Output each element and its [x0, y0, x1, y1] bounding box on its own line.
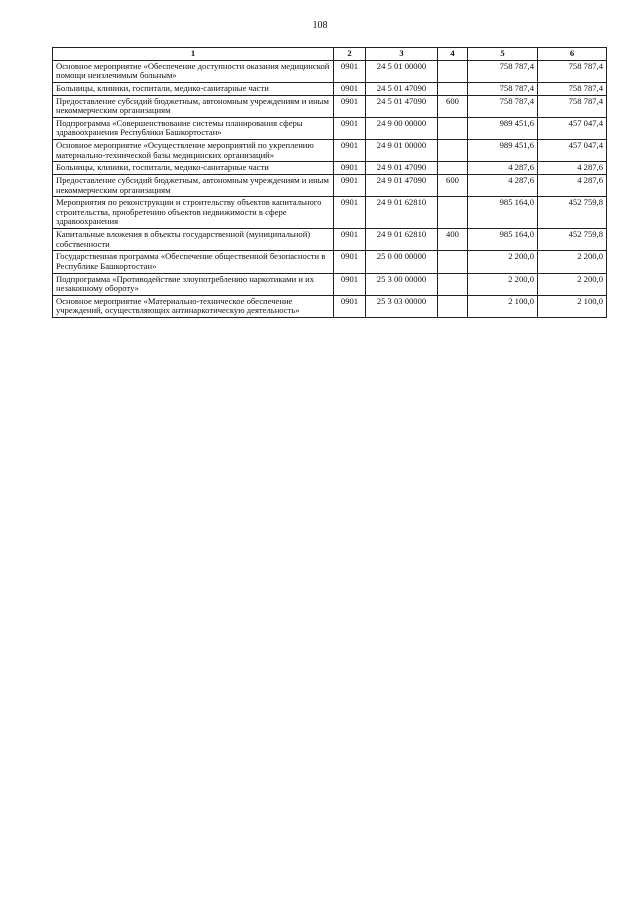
row-section-code: 0901	[334, 140, 366, 162]
table-row	[53, 251, 607, 273]
row-name: Больницы, клиники, госпитали, медико-санитарные части	[53, 162, 334, 175]
row-expense-type	[438, 197, 468, 229]
row-name: Подпрограмма «Совершенствование системы планирования сферы здравоохранения Республики Башкортостан»	[53, 117, 334, 139]
row-amount-2: 4 287,6	[538, 174, 607, 196]
row-amount-2: 758 787,4	[538, 82, 607, 95]
table-row	[53, 174, 607, 196]
header-col-6: 6	[538, 48, 607, 61]
row-amount-1: 758 787,4	[468, 82, 538, 95]
row-name: Основное мероприятие «Материально-техническое обеспечение учреждений, осуществляющих антинаркотическую деятельность»	[53, 295, 334, 317]
row-amount-1: 2 200,0	[468, 273, 538, 295]
row-expense-type: 600	[438, 174, 468, 196]
table-row	[53, 273, 607, 295]
row-name: Мероприятия по реконструкции и строительству объектов капитального строительства, приобретению объектов недвижимости в сфере здравоохранения	[53, 197, 334, 229]
row-target-code: 25 3 03 00000	[366, 295, 438, 317]
row-amount-2: 758 787,4	[538, 95, 607, 117]
row-target-code: 24 5 01 47090	[366, 82, 438, 95]
row-target-code: 24 9 01 00000	[366, 140, 438, 162]
row-section-code: 0901	[334, 295, 366, 317]
table-row	[53, 60, 607, 82]
header-col-4: 4	[438, 48, 468, 61]
row-amount-2: 452 759,8	[538, 197, 607, 229]
header-col-2: 2	[334, 48, 366, 61]
header-col-1: 1	[53, 48, 334, 61]
row-amount-1: 985 164,0	[468, 197, 538, 229]
row-amount-2: 2 200,0	[538, 251, 607, 273]
row-expense-type	[438, 60, 468, 82]
row-target-code: 24 9 01 47090	[366, 174, 438, 196]
budget-table	[52, 47, 607, 318]
row-name: Предоставление субсидий бюджетным, автономным учреждениям и иным некоммерческим организациям	[53, 174, 334, 196]
row-amount-1: 758 787,4	[468, 95, 538, 117]
table-row	[53, 82, 607, 95]
row-section-code: 0901	[334, 251, 366, 273]
row-name: Основное мероприятие «Обеспечение доступности оказания медицинской помощи неизлечимым больным»	[53, 60, 334, 82]
row-amount-1: 989 451,6	[468, 140, 538, 162]
row-expense-type	[438, 117, 468, 139]
row-amount-1: 2 200,0	[468, 251, 538, 273]
row-expense-type	[438, 251, 468, 273]
row-expense-type: 400	[438, 229, 468, 251]
row-section-code: 0901	[334, 60, 366, 82]
row-section-code: 0901	[334, 162, 366, 175]
row-target-code: 24 9 01 47090	[366, 162, 438, 175]
row-section-code: 0901	[334, 273, 366, 295]
row-amount-1: 989 451,6	[468, 117, 538, 139]
row-expense-type	[438, 162, 468, 175]
row-amount-2: 457 047,4	[538, 140, 607, 162]
header-col-5: 5	[468, 48, 538, 61]
row-amount-2: 758 787,4	[538, 60, 607, 82]
table-body	[53, 60, 607, 317]
row-expense-type	[438, 273, 468, 295]
row-name: Основное мероприятие «Осуществление мероприятий по укреплению материально-технической базы медицинских организаций»	[53, 140, 334, 162]
row-name: Капитальные вложения в объекты государственной (муниципальной) собственности	[53, 229, 334, 251]
row-expense-type	[438, 82, 468, 95]
row-expense-type: 600	[438, 95, 468, 117]
row-amount-1: 4 287,6	[468, 162, 538, 175]
row-amount-1: 2 100,0	[468, 295, 538, 317]
table-row	[53, 140, 607, 162]
row-section-code: 0901	[334, 82, 366, 95]
row-name: Подпрограмма «Противодействие злоупотреблению наркотиками и их незаконному обороту»	[53, 273, 334, 295]
row-section-code: 0901	[334, 229, 366, 251]
table-row	[53, 162, 607, 175]
row-amount-1: 4 287,6	[468, 174, 538, 196]
row-expense-type	[438, 140, 468, 162]
page-number: 108	[312, 20, 328, 31]
table-header-row	[53, 48, 607, 61]
row-target-code: 24 5 01 47090	[366, 95, 438, 117]
header-col-3: 3	[366, 48, 438, 61]
row-amount-1: 985 164,0	[468, 229, 538, 251]
row-target-code: 24 5 01 00000	[366, 60, 438, 82]
row-section-code: 0901	[334, 197, 366, 229]
table-row	[53, 95, 607, 117]
row-name: Государственная программа «Обеспечение общественной безопасности в Республике Башкортостан»	[53, 251, 334, 273]
row-amount-2: 2 200,0	[538, 273, 607, 295]
row-target-code: 24 9 01 62810	[366, 229, 438, 251]
row-amount-2: 4 287,6	[538, 162, 607, 175]
row-name: Предоставление субсидий бюджетным, автономным учреждениям и иным некоммерческим организациям	[53, 95, 334, 117]
row-amount-2: 457 047,4	[538, 117, 607, 139]
table-row	[53, 117, 607, 139]
row-target-code: 24 9 01 62810	[366, 197, 438, 229]
table-row	[53, 229, 607, 251]
row-amount-2: 452 759,8	[538, 229, 607, 251]
row-target-code: 25 3 00 00000	[366, 273, 438, 295]
row-section-code: 0901	[334, 95, 366, 117]
row-target-code: 24 9 00 00000	[366, 117, 438, 139]
row-expense-type	[438, 295, 468, 317]
row-amount-2: 2 100,0	[538, 295, 607, 317]
row-name: Больницы, клиники, госпитали, медико-санитарные части	[53, 82, 334, 95]
table-row	[53, 197, 607, 229]
row-amount-1: 758 787,4	[468, 60, 538, 82]
row-section-code: 0901	[334, 174, 366, 196]
row-section-code: 0901	[334, 117, 366, 139]
row-target-code: 25 0 00 00000	[366, 251, 438, 273]
table-row	[53, 295, 607, 317]
